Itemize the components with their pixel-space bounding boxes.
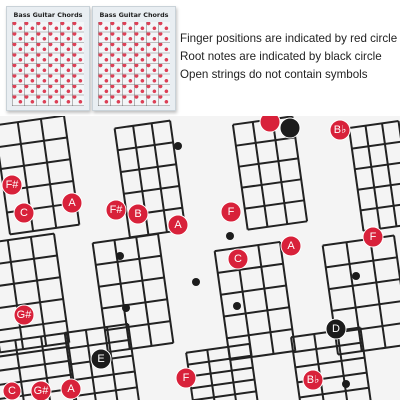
svg-text:C: C [234, 253, 242, 265]
fret-line [1, 159, 70, 169]
svg-text:G#: G# [16, 309, 32, 321]
chord-grid [93, 234, 174, 352]
fret-line [332, 301, 400, 311]
chord-markers [2, 116, 383, 400]
position-dot [174, 142, 182, 150]
fret-line [242, 179, 301, 187]
position-dot [192, 278, 200, 286]
string-line [382, 123, 396, 226]
chord-poster-thumbnail-right [92, 6, 176, 111]
string-line [31, 237, 46, 346]
string-line [152, 123, 167, 232]
svg-text:B: B [134, 208, 142, 220]
svg-text:F#: F# [5, 179, 19, 191]
string-line [136, 237, 151, 346]
finger-marker [330, 120, 350, 140]
fret-line [191, 379, 254, 388]
string-line [8, 240, 23, 349]
svg-text:A: A [174, 219, 182, 231]
string-line [41, 119, 56, 228]
caption-root-notes: Root notes are indicated by black circle [180, 50, 382, 63]
poster-chord-grid [12, 22, 84, 106]
fret-line [0, 255, 57, 265]
svg-text:B♭: B♭ [306, 374, 320, 386]
finger-marker [106, 200, 126, 220]
chord-grid [349, 121, 400, 231]
string-line [215, 251, 230, 360]
string-line [115, 128, 130, 237]
position-dot [233, 302, 241, 310]
fret-line [358, 183, 400, 190]
fret-line [293, 343, 362, 353]
fret-line [236, 137, 295, 145]
fret-line [239, 158, 298, 166]
svg-text:F#: F# [109, 204, 123, 216]
fret-line [245, 200, 304, 208]
string-line [370, 239, 385, 348]
root-marker [280, 118, 300, 138]
svg-text:C: C [20, 207, 28, 219]
fret-line [0, 333, 67, 344]
position-dot [226, 232, 234, 240]
position-dot [352, 272, 360, 280]
fret-line [186, 344, 249, 353]
finger-marker [176, 368, 196, 388]
svg-text:F: F [227, 206, 235, 218]
svg-text:B♭: B♭ [333, 124, 347, 136]
fret-line [121, 164, 176, 172]
fret-line [0, 137, 67, 147]
fret-line [349, 121, 399, 128]
svg-text:D: D [332, 323, 340, 335]
fret-line [230, 351, 295, 360]
fret-line [338, 344, 400, 354]
svg-text:F: F [369, 231, 377, 243]
fret-line [0, 321, 66, 331]
finger-marker [14, 305, 34, 325]
svg-text:F: F [182, 372, 190, 384]
fret-line [224, 307, 289, 316]
chord-diagrams-svg [0, 116, 400, 400]
fret-line [102, 299, 167, 308]
string-line [349, 128, 363, 231]
fret-line [0, 361, 71, 372]
fret-line [188, 356, 251, 365]
svg-text:A: A [287, 240, 295, 252]
fret-line [118, 142, 173, 150]
finger-marker [303, 370, 323, 390]
string-line [54, 234, 69, 343]
fret-line [326, 257, 397, 267]
string-line [93, 243, 108, 352]
fret-line [215, 242, 280, 251]
string-line [158, 234, 173, 343]
fret-line [96, 256, 161, 265]
fret-line [0, 116, 64, 125]
string-line [394, 236, 400, 345]
chord-grid [291, 327, 371, 400]
poster-title: Bass Guitar Chords [13, 11, 83, 19]
string-line [228, 347, 236, 400]
fret-line [355, 162, 400, 169]
fret-line [221, 286, 286, 295]
string-line [258, 245, 273, 354]
fret-line [193, 391, 256, 400]
fret-line [10, 225, 79, 235]
caption-finger-positions: Finger positions are indicated by red circle [180, 32, 398, 45]
fret-line [0, 277, 60, 287]
string-line [280, 242, 295, 351]
finger-marker [62, 193, 82, 213]
finger-marker [221, 202, 241, 222]
finger-marker [61, 379, 81, 399]
string-line [170, 121, 185, 230]
finger-marker [14, 203, 34, 223]
string-line [337, 331, 348, 400]
finger-marker [228, 249, 248, 269]
svg-text:E: E [97, 353, 105, 365]
fret-line [218, 264, 283, 273]
chord-grids [0, 116, 400, 400]
finger-marker [281, 236, 301, 256]
finger-marker [168, 215, 188, 235]
fret-line [99, 278, 164, 287]
fret-line [248, 221, 307, 229]
string-line [291, 337, 302, 400]
fret-line [0, 299, 63, 309]
string-line [253, 122, 268, 227]
finger-marker [128, 204, 148, 224]
fret-line [227, 329, 292, 338]
caption-open-strings: Open strings do not contain symbols [180, 68, 368, 81]
fret-line [295, 358, 364, 368]
position-dot [122, 304, 130, 312]
root-marker [326, 319, 346, 339]
chord-grid [186, 344, 258, 400]
fret-line [115, 121, 170, 129]
string-line [366, 126, 380, 229]
product-header [0, 0, 400, 116]
svg-text:G#: G# [33, 385, 49, 397]
fret-line [71, 371, 134, 380]
fret-line [329, 279, 400, 289]
svg-text:C: C [8, 385, 16, 397]
finger-marker [31, 381, 51, 400]
string-line [207, 350, 215, 400]
fret-line [93, 234, 158, 243]
fret-line [189, 368, 252, 377]
chord-poster-thumbnail-left [6, 6, 90, 111]
fret-line [108, 343, 173, 352]
fret-line [352, 142, 400, 149]
svg-text:A: A [67, 383, 75, 395]
finger-marker [260, 116, 280, 132]
fret-line [67, 340, 130, 349]
finger-marker [3, 382, 21, 400]
svg-text:A: A [68, 197, 76, 209]
finger-marker [363, 227, 383, 247]
position-dot [342, 380, 350, 388]
root-marker [91, 349, 111, 369]
string-line [346, 242, 361, 351]
fret-line [74, 387, 137, 396]
chord-grid [215, 242, 296, 360]
poster-chord-grid [98, 22, 170, 106]
position-dot [116, 252, 124, 260]
fret-line [124, 186, 179, 194]
poster-title: Bass Guitar Chords [99, 11, 169, 19]
finger-marker [2, 175, 22, 195]
